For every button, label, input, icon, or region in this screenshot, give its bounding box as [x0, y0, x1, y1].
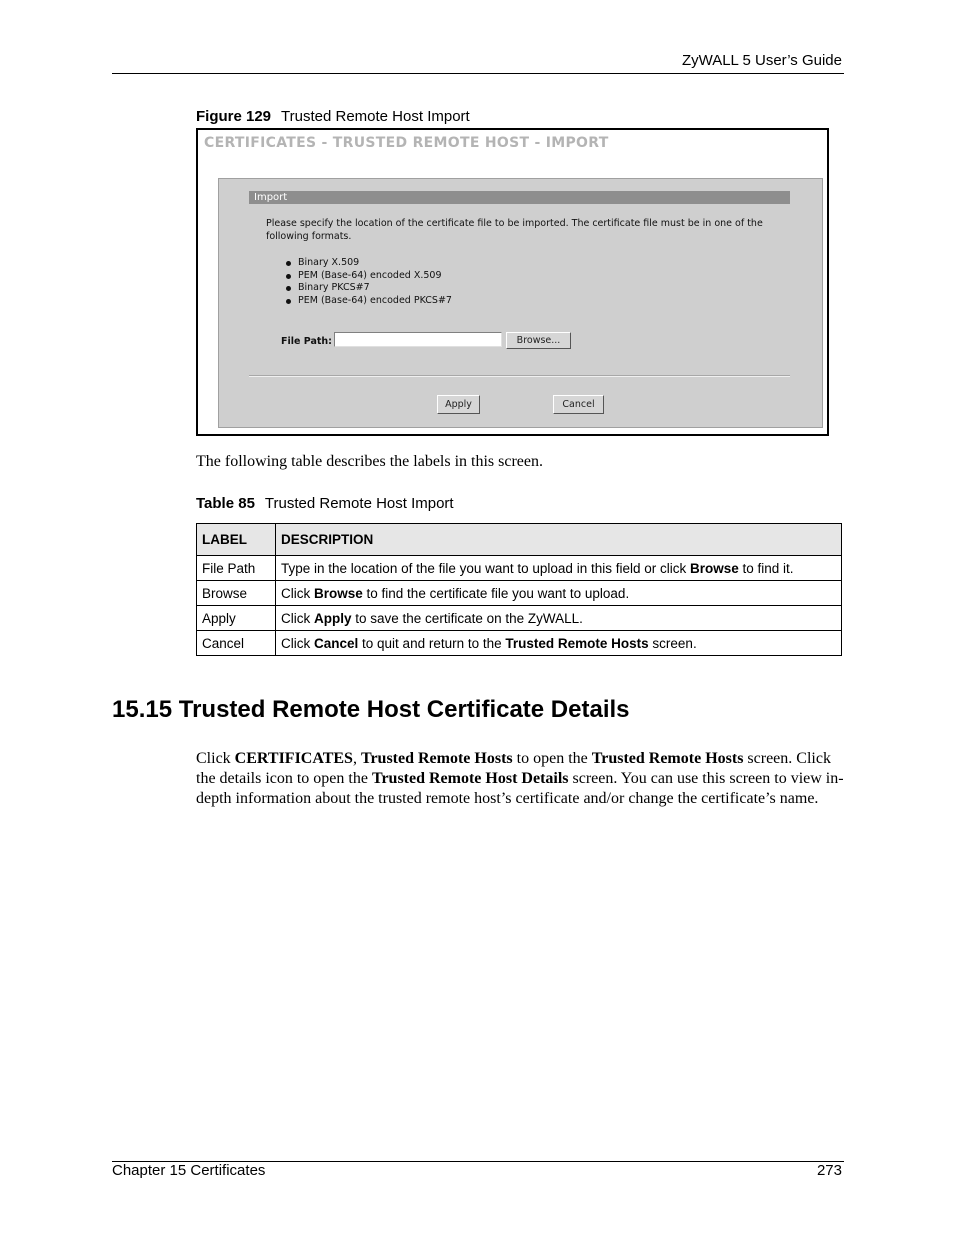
browse-button[interactable]: Browse... — [506, 332, 571, 349]
format-item: PEM (Base-64) encoded PKCS#7 — [266, 295, 452, 308]
row-description: Click Apply to save the certificate on the ZyWALL. — [276, 606, 842, 631]
figure-caption — [196, 108, 470, 125]
header-rule — [112, 73, 844, 74]
figure-title: Trusted Remote Host Import — [281, 108, 470, 125]
footer-chapter: Chapter 15 Certificates — [112, 1162, 266, 1179]
file-path-label: File Path: — [281, 336, 332, 347]
table-caption — [196, 495, 454, 512]
guide-title: ZyWALL 5 User’s Guide — [681, 52, 842, 69]
figure-label: Figure 129 — [196, 108, 272, 125]
import-panel — [218, 178, 823, 428]
table-label: Table 85 — [196, 495, 255, 512]
apply-button[interactable]: Apply — [437, 395, 480, 414]
table-header-row — [197, 524, 842, 556]
column-header-description: DESCRIPTION — [276, 524, 842, 556]
row-description: Click Browse to find the certificate file you want to upload. — [276, 581, 842, 606]
table-title: Trusted Remote Host Import — [264, 495, 454, 512]
table-intro-text: The following table describes the labels in this screen. — [196, 453, 544, 470]
format-item: Binary X.509 — [266, 257, 452, 270]
column-header-label: LABEL — [197, 524, 276, 556]
format-item: PEM (Base-64) encoded X.509 — [266, 270, 452, 283]
panel-divider — [249, 375, 790, 377]
import-instructions: Please specify the location of the certificate file to be imported. The certificate file must be in one of the following formats. — [266, 218, 763, 242]
row-label: Cancel — [197, 631, 276, 656]
labels-table — [196, 523, 842, 656]
table-row — [197, 631, 842, 656]
import-section-bar: Import — [249, 191, 790, 204]
section-paragraph: Click CERTIFICATES, Trusted Remote Hosts to open the Trusted Remote Hosts screen. Click the details icon to open the Trusted Remote Host Details screen. You can use this screen to view in-depth information about the trusted remote host’s certificate and/or change the certificate’s name. — [196, 750, 844, 807]
file-path-input[interactable] — [334, 332, 502, 347]
screen-title: CERTIFICATES - TRUSTED REMOTE HOST - IMPORT — [204, 135, 609, 151]
section-heading: 15.15 Trusted Remote Host Certificate Details — [112, 696, 630, 723]
row-label: File Path — [197, 556, 276, 581]
page-number: 273 — [816, 1162, 842, 1179]
format-list — [266, 257, 452, 308]
row-description: Click Cancel to quit and return to the Trusted Remote Hosts screen. — [276, 631, 842, 656]
row-description: Type in the location of the file you want to upload in this field or click Browse to find it. — [276, 556, 842, 581]
table-row — [197, 556, 842, 581]
table-row — [197, 581, 842, 606]
table-row — [197, 606, 842, 631]
figure-screenshot — [196, 128, 829, 436]
row-label: Apply — [197, 606, 276, 631]
format-item: Binary PKCS#7 — [266, 282, 452, 295]
cancel-button[interactable]: Cancel — [553, 395, 604, 414]
row-label: Browse — [197, 581, 276, 606]
